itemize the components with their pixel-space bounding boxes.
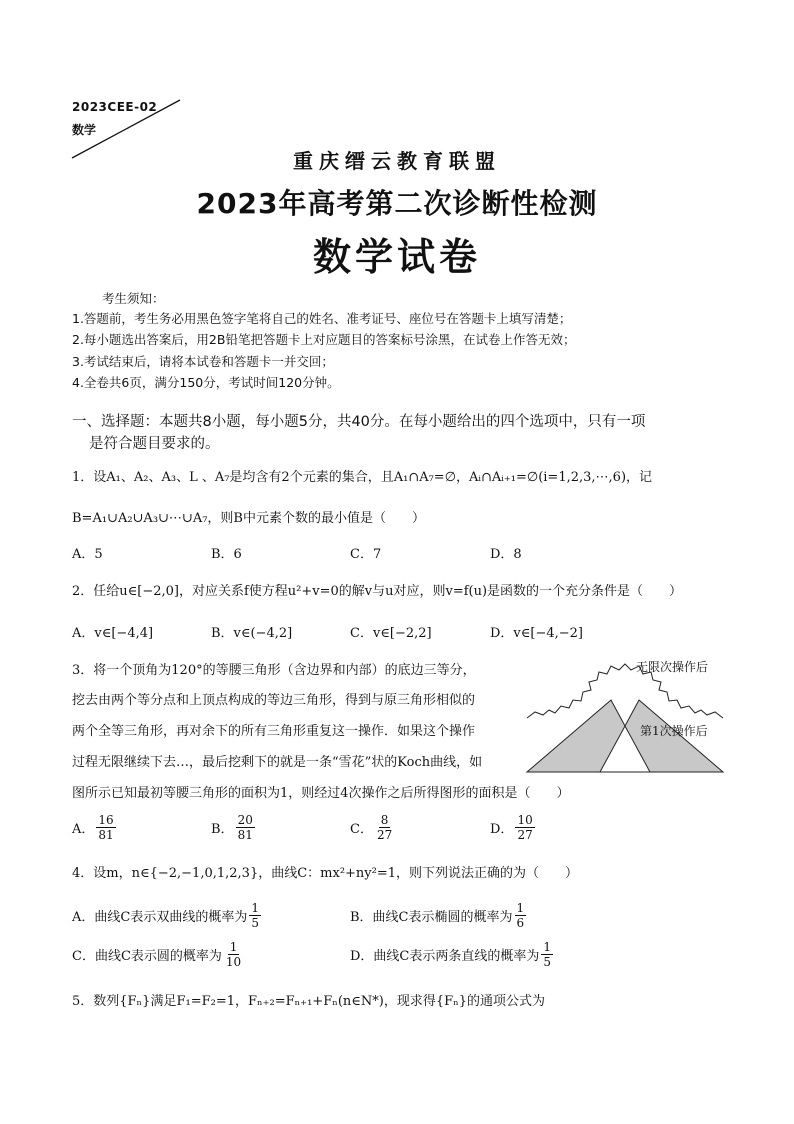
org-title: 重庆缙云教育联盟 bbox=[293, 149, 501, 173]
fraction: $\frac{20}{81}$ bbox=[237, 813, 253, 842]
subject-label: 数学 bbox=[72, 123, 97, 137]
q4-stem: 4．设m，n∈{−2,−1,0,1,2,3}，曲线C：mx²+ny²=1，则下列说法正确的为（ ） bbox=[72, 866, 579, 881]
q2-option-b: B．v∈(−4,2] bbox=[211, 626, 293, 641]
q1-option-d: D．8 bbox=[490, 547, 522, 562]
exam-code: 2023CEE-02 bbox=[72, 100, 158, 114]
notice-item-4: 4.全卷共6页，满分150分，考试时间120分钟。 bbox=[72, 375, 340, 390]
fraction: $\frac{10}{27}$ bbox=[517, 813, 533, 842]
section-heading-line1: 一、选择题：本题共8小题，每小题5分，共40分。在每小题给出的四个选项中，只有一项 bbox=[72, 414, 646, 430]
q3-stem-line4: 过程无限继续下去…，最后挖剩下的就是一条“雪花”状的Koch曲线，如 bbox=[72, 755, 483, 770]
figure-label-first: 第1次操作后 bbox=[640, 724, 708, 738]
q1-stem-line2: B=A₁∪A₂∪A₃∪⋯∪A₇，则B中元素个数的最小值是（ ） bbox=[72, 511, 425, 526]
q4-option-c: C．曲线C表示圆的概率为 $\frac{1}{10}$ bbox=[72, 940, 242, 969]
q2-option-a: A．v∈[−4,4] bbox=[72, 626, 154, 641]
q4-option-d: D．曲线C表示两条直线的概率为 $\frac{1}{5}$ bbox=[350, 940, 552, 969]
q3-option-b: B． $\frac{20}{81}$ bbox=[211, 813, 253, 842]
fraction: $\frac{1}{10}$ bbox=[225, 940, 242, 969]
notice-heading: 考生须知： bbox=[102, 291, 165, 306]
q1-option-a: A．5 bbox=[72, 547, 103, 562]
notice-item-1: 1.答题前，考生务必用黑色签字笔将自己的姓名、准考证号、座位号在答题卡上填写清楚； bbox=[72, 311, 572, 326]
q3-stem-line3: 两个全等三角形，再对余下的所有三角形重复这一操作．如果这个操作 bbox=[72, 724, 476, 739]
section-heading bbox=[72, 411, 732, 455]
fraction: $\frac{1}{5}$ bbox=[251, 901, 259, 930]
q3-option-c: C． $\frac{8}{27}$ bbox=[350, 813, 393, 842]
fraction: $\frac{1}{5}$ bbox=[543, 940, 552, 969]
section-heading-line2: 是符合题目要求的。 bbox=[89, 436, 220, 452]
q3-option-a: A． $\frac{16}{81}$ bbox=[72, 813, 114, 842]
q5-stem: 5．数列{Fₙ}满足F₁=F₂=1，Fₙ₊₂=Fₙ₊₁+Fₙ(n∈N*)，现求得{Fₙ}的通项公式为 bbox=[72, 994, 546, 1009]
q3-stem-line1: 3．将一个顶角为120°的等腰三角形（含边界和内部）的底边三等分， bbox=[72, 663, 476, 678]
q2-stem: 2．任给u∈[−2,0]，对应关系f使方程u²+v=0的解v与u对应，则v=f(u)是函数的一个充分条件是（ ） bbox=[72, 584, 683, 599]
q1-option-c: C．7 bbox=[350, 547, 382, 562]
fraction: $\frac{8}{27}$ bbox=[376, 813, 393, 842]
q1-option-b: B．6 bbox=[211, 547, 242, 562]
notice-item-3: 3.考试结束后，请将本试卷和答题卡一并交回； bbox=[72, 354, 334, 369]
q4-option-a: A．曲线C表示双曲线的概率为 $\frac{1}{5}$ bbox=[72, 901, 259, 930]
q2-option-d: D．v∈[−4,−2] bbox=[490, 626, 583, 641]
fraction: $\frac{16}{81}$ bbox=[98, 813, 114, 842]
q3-option-d: D． $\frac{10}{27}$ bbox=[490, 813, 533, 842]
figure-label-infinite: 无限次操作后 bbox=[636, 660, 709, 674]
paper-title: 数学试卷 bbox=[312, 235, 481, 279]
q2-option-c: C．v∈[−2,2] bbox=[350, 626, 432, 641]
q3-stem-line5: 图所示已知最初等腰三角形的面积为1，则经过4次操作之后所得图形的面积是（ ） bbox=[72, 786, 570, 801]
exam-title: 2023年高考第二次诊断性检测 bbox=[196, 187, 598, 220]
koch-figure bbox=[525, 658, 730, 776]
q3-stem-line2: 挖去由两个等分点和上顶点构成的等边三角形，得到与原三角形相似的 bbox=[72, 693, 476, 708]
q1-stem-line1: 1．设A₁、A₂、A₃、L 、A₇是均含有2个元素的集合，且A₁∩A₇=∅，Aᵢ∩Aᵢ₊₁=∅(i=1,2,3,⋯,6)，记 bbox=[72, 470, 653, 485]
notice-item-2: 2.每小题选出答案后，用2B铅笔把答题卡上对应题目的答案标号涂黑，在试卷上作答无效； bbox=[72, 332, 576, 347]
q4-option-b: B．曲线C表示椭圆的概率为 $\frac{1}{6}$ bbox=[350, 901, 525, 930]
fraction: $\frac{1}{6}$ bbox=[516, 901, 525, 930]
